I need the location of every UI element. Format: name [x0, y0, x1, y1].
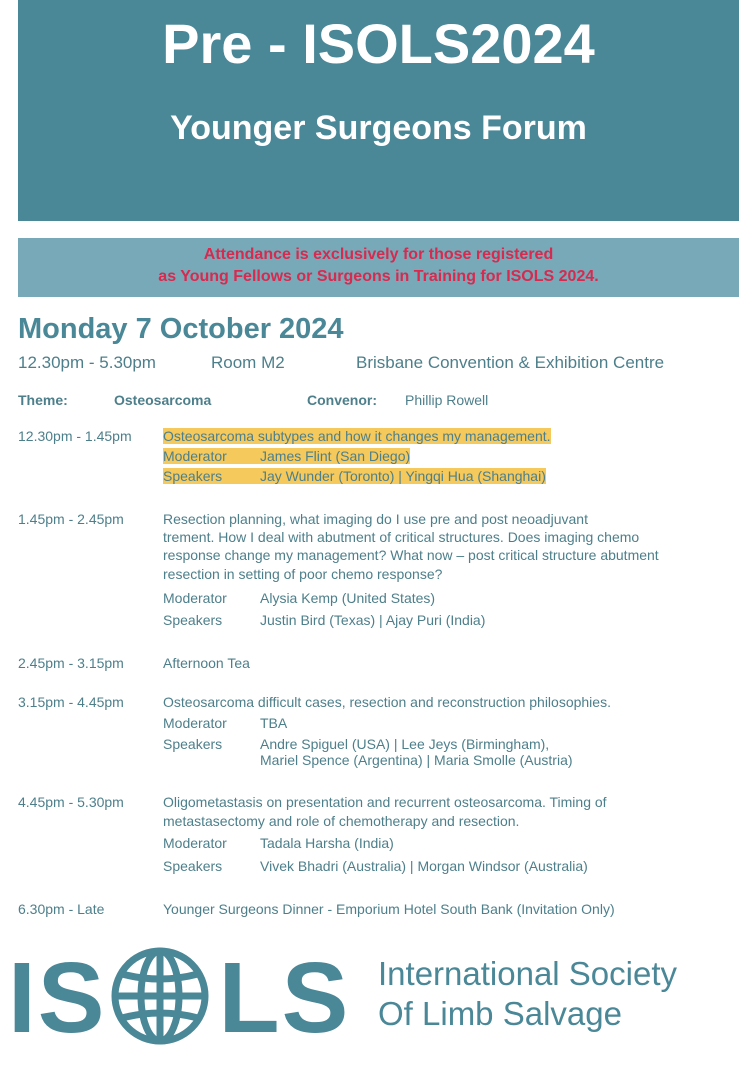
session-time: 3.15pm - 4.45pm	[18, 694, 124, 710]
theme-label: Theme:	[18, 392, 68, 408]
globe-icon	[108, 944, 212, 1048]
session-speakers-row	[163, 856, 588, 876]
session-title-line: metastasectomy and role of chemotherapy and resection.	[163, 813, 520, 829]
session-title-line: Osteosarcoma difficult cases, resection and reconstruction philosophies.	[163, 694, 611, 710]
speakers-continued	[163, 750, 573, 770]
notice-line-2: as Young Fellows or Surgeons in Training for ISOLS 2024.	[158, 268, 599, 285]
speakers-names: Vivek Bhadri (Australia) | Morgan Windsor (Australia)	[260, 858, 588, 874]
event-date: Monday 7 October 2024	[18, 313, 344, 345]
theme-value: Osteosarcoma	[114, 392, 212, 408]
speakers-label: Speakers	[163, 736, 223, 752]
session-title-line: resection in setting of poor chemo response?	[163, 566, 443, 582]
moderator-label: Moderator	[163, 448, 227, 464]
session-moderator-row	[163, 833, 394, 853]
session-moderator-row	[163, 588, 435, 608]
speakers-names: Andre Spiguel (USA) | Lee Jeys (Birmingham),	[260, 736, 550, 752]
page-title: Pre - ISOLS2024	[162, 12, 595, 75]
event-time: 12.30pm - 5.30pm	[18, 353, 156, 372]
session-title-line: response change my management? What now – post critical structure abutment	[163, 547, 659, 563]
session-moderator-row	[163, 713, 287, 733]
speakers-names: Mariel Spence (Argentina) | Maria Smolle (Austria)	[260, 752, 573, 768]
org-name-line-2: Of Limb Salvage	[378, 995, 622, 1032]
session-title-line: Resection planning, what imaging do I use pre and post neoadjuvant	[163, 511, 588, 527]
session-title: Osteosarcoma subtypes and how it changes my management.	[163, 428, 551, 444]
session-time: 12.30pm - 1.45pm	[18, 428, 132, 444]
header-banner	[18, 0, 739, 221]
session-title-line: Oligometastasis on presentation and recurrent osteosarcoma. Timing of	[163, 794, 607, 810]
moderator-name: Alysia Kemp (United States)	[260, 590, 436, 606]
speakers-label: Speakers	[163, 858, 223, 874]
speakers-names: Justin Bird (Texas) | Ajay Puri (India)	[260, 612, 486, 628]
session-time: 4.45pm - 5.30pm	[18, 794, 124, 810]
moderator-name: James Flint (San Diego)	[260, 448, 411, 464]
moderator-name: Tadala Harsha (India)	[260, 835, 394, 851]
speakers-label: Speakers	[163, 468, 223, 484]
session-speakers-row	[163, 468, 546, 484]
session-title-line: Younger Surgeons Dinner - Emporium Hotel South Bank (Invitation Only)	[163, 901, 615, 917]
attendance-notice	[18, 238, 739, 297]
page-subtitle: Younger Surgeons Forum	[170, 109, 587, 147]
session-moderator-row	[163, 448, 410, 464]
session-time: 6.30pm - Late	[18, 901, 105, 917]
convenor-label: Convenor:	[307, 392, 377, 408]
session-time: 1.45pm - 2.45pm	[18, 511, 124, 527]
session-title-line: trement. How I deal with abutment of critical structures. Does imaging chemo	[163, 529, 640, 545]
session-time: 2.45pm - 3.15pm	[18, 655, 124, 671]
moderator-label: Moderator	[163, 590, 227, 606]
speakers-label: Speakers	[163, 612, 223, 628]
logo-text-right: LS	[218, 942, 351, 1054]
logo-text-left: IS	[8, 942, 107, 1054]
moderator-label: Moderator	[163, 715, 227, 731]
org-name-line-1: International Society	[378, 955, 678, 992]
notice-line-1: Attendance is exclusively for those registered	[203, 246, 554, 263]
moderator-name: TBA	[260, 715, 288, 731]
session-title-line: Afternoon Tea	[163, 655, 250, 671]
speakers-names: Jay Wunder (Toronto) | Yingqi Hua (Shanghai)	[260, 468, 546, 484]
convenor-value: Phillip Rowell	[405, 392, 489, 408]
event-venue: Brisbane Convention & Exhibition Centre	[356, 353, 665, 372]
moderator-label: Moderator	[163, 835, 227, 851]
session-speakers-row	[163, 610, 485, 630]
event-room: Room M2	[211, 353, 285, 372]
